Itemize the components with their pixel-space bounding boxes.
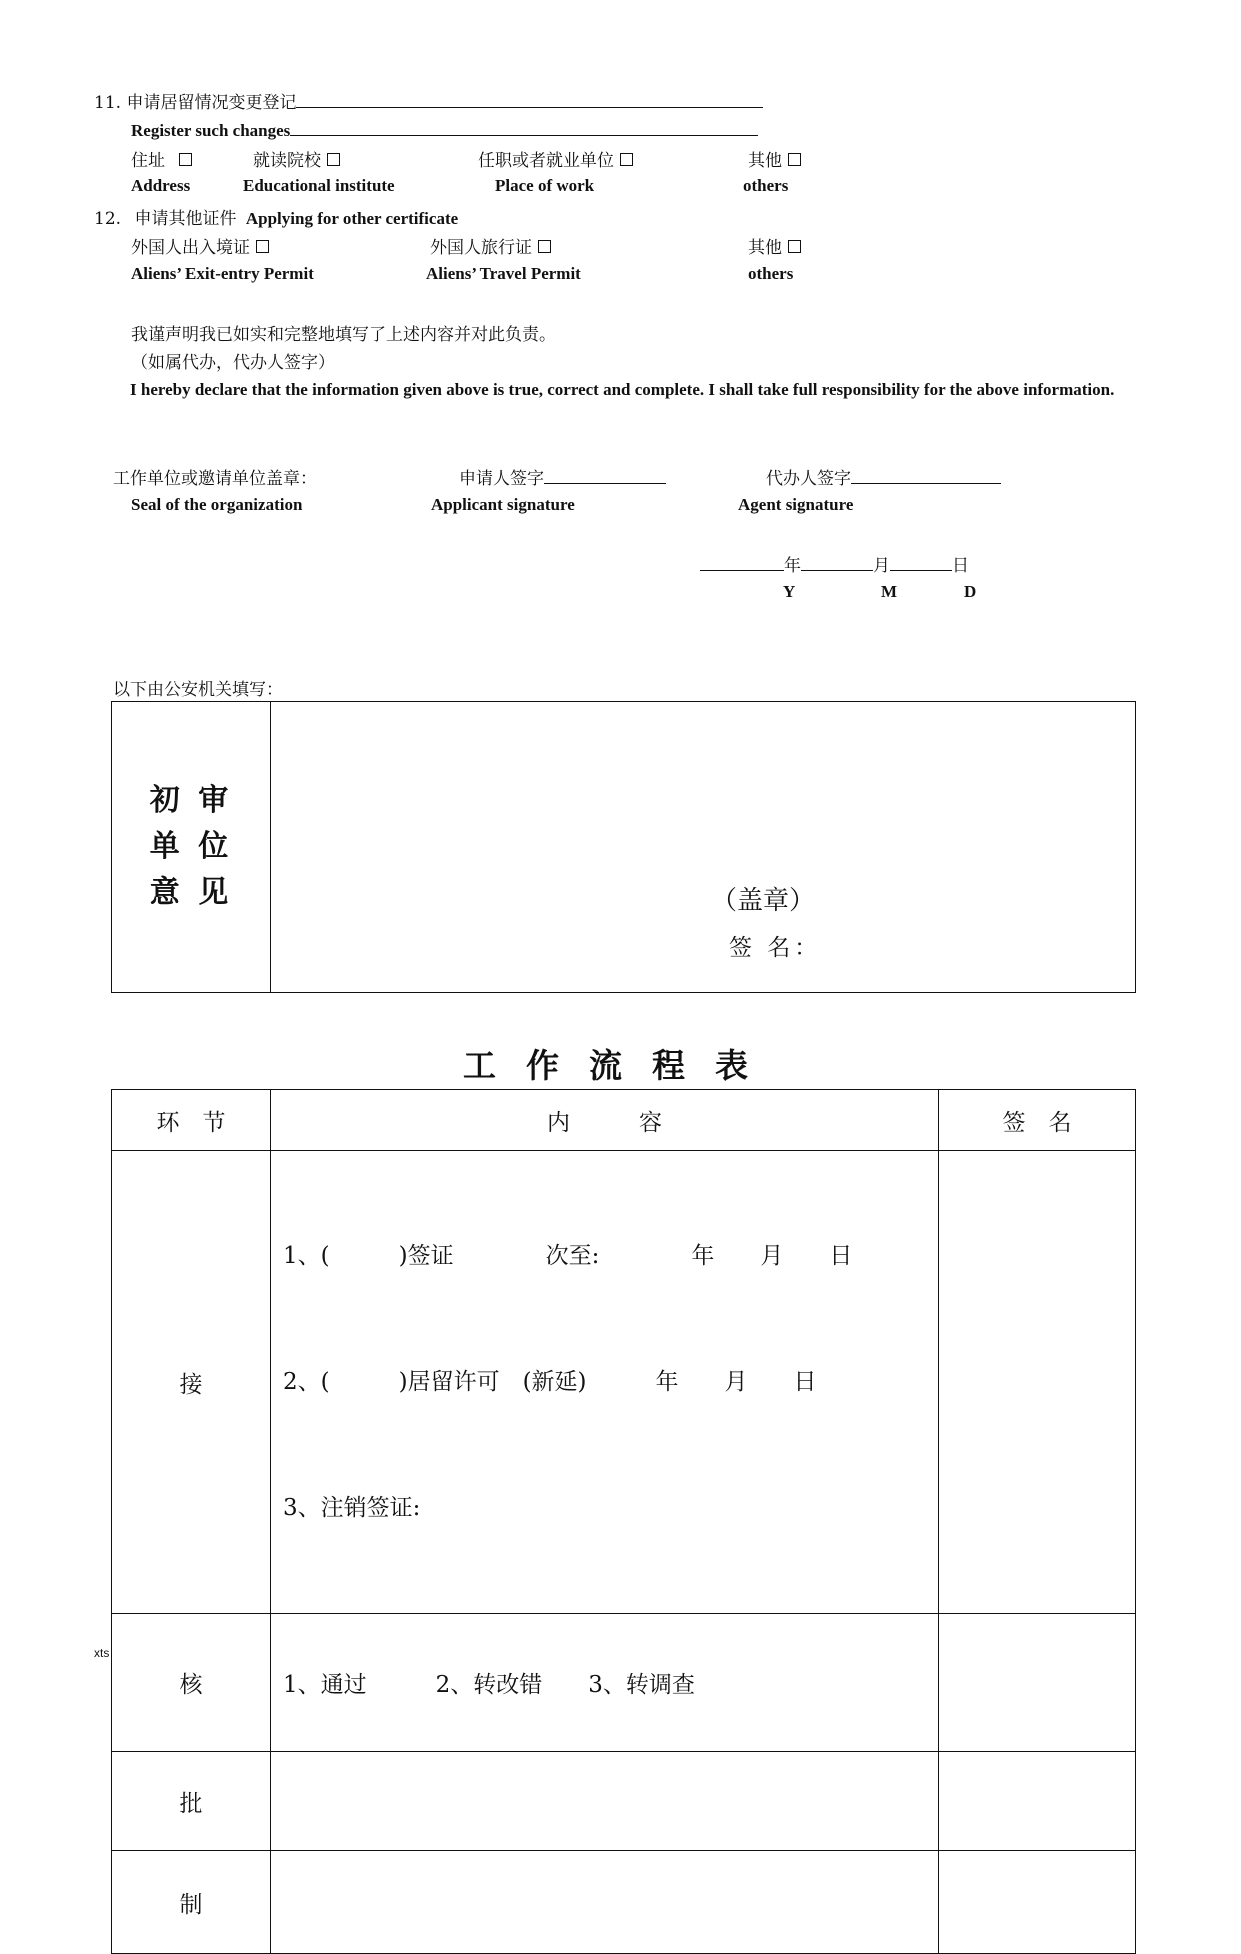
item11-line[interactable] <box>296 89 763 108</box>
others2-checkbox[interactable] <box>788 240 801 253</box>
header-sign: 签 名 <box>939 1090 1136 1151</box>
others2-label-cn: 其他 <box>748 238 782 258</box>
address-checkbox[interactable] <box>179 153 192 166</box>
item12-number: 12. <box>94 209 122 229</box>
declaration-en: I hereby declare that the information given above is true, correct and complete. I shall take full responsibility for the above information. <box>130 380 1115 399</box>
content-cell[interactable] <box>271 1151 939 1614</box>
workflow-row <box>112 1614 1136 1752</box>
declaration-cn-2: （如属代办，代办人签字） <box>131 353 335 373</box>
workflow-header-row <box>112 1090 1136 1151</box>
travel-label-en: Aliens’ Travel Permit <box>426 264 581 283</box>
content-cell[interactable] <box>271 1752 939 1851</box>
item11-sub-en: Register such changes <box>131 121 291 140</box>
work-label-en: Place of work <box>495 176 595 195</box>
travel-label-cn: 外国人旅行证 <box>430 238 532 258</box>
day-field[interactable] <box>890 552 952 571</box>
stamp-label: （盖章） <box>711 886 816 916</box>
workflow-title: 工作流程表 <box>463 1046 778 1085</box>
review-heading-cell <box>112 702 271 993</box>
item11-opt-work <box>478 146 633 171</box>
item12-label-cn: 申请其他证件 <box>134 209 237 229</box>
item11-label-row <box>94 88 763 113</box>
applicant-label-en: Applicant signature <box>431 495 575 514</box>
review-heading-line-1: 初 审 <box>149 783 233 818</box>
exit-entry-checkbox[interactable] <box>256 240 269 253</box>
header-stage: 环 节 <box>112 1090 271 1151</box>
agent-label-en: Agent signature <box>738 495 854 514</box>
others-label-en: others <box>743 176 789 195</box>
date-row <box>700 551 969 576</box>
travel-checkbox[interactable] <box>538 240 551 253</box>
item11-sub-line[interactable] <box>290 117 758 136</box>
workflow-row <box>112 1851 1136 1954</box>
item12-label-row <box>94 204 458 229</box>
content-line: 1、( )签证 次至: 年 月 日 <box>283 1243 853 1269</box>
item12-opt-travel <box>430 233 551 258</box>
content-cell[interactable] <box>271 1851 939 1954</box>
others-checkbox[interactable] <box>788 153 801 166</box>
stage-cell: 核 <box>112 1614 271 1752</box>
agent-label-cn: 代办人签字 <box>766 469 851 489</box>
stage-cell: 制 <box>112 1851 271 1954</box>
agent-sign-row <box>766 464 1001 489</box>
applicant-sign-line[interactable] <box>544 465 666 484</box>
sign-cell[interactable] <box>939 1851 1136 1954</box>
sign-cell[interactable] <box>939 1614 1136 1752</box>
review-heading-line-2: 单 位 <box>149 829 233 864</box>
address-label-cn: 住址 <box>131 151 165 171</box>
review-table <box>111 701 1136 993</box>
others-label-cn: 其他 <box>748 151 782 171</box>
month-field[interactable] <box>801 552 873 571</box>
agent-sign-line[interactable] <box>851 465 1001 484</box>
content-line: 3、注销签证: <box>283 1495 421 1521</box>
item12-opt-exit-entry <box>131 233 269 258</box>
year-field[interactable] <box>700 552 784 571</box>
day-label-en: D <box>964 582 977 601</box>
declaration-cn-1: 我谨声明我已如实和完整地填写了上述内容并对此负责。 <box>131 325 556 345</box>
others2-label-en: others <box>748 264 794 283</box>
item12-label-en: Applying for other certificate <box>245 209 459 228</box>
item12-opt-others <box>748 233 801 258</box>
day-label-cn: 日 <box>952 556 969 576</box>
police-note: 以下由公安机关填写： <box>113 680 283 700</box>
year-label-cn: 年 <box>784 556 801 576</box>
year-label-en: Y <box>783 582 796 601</box>
sign-label: 签 名： <box>729 935 822 961</box>
stage-cell: 批 <box>112 1752 271 1851</box>
review-heading <box>112 778 270 916</box>
review-opinion-cell[interactable] <box>271 702 1136 993</box>
content-line: 1、通过 2、转改错 3、转调查 <box>283 1672 695 1698</box>
applicant-label-cn: 申请人签字 <box>459 469 544 489</box>
content-line: 2、( )居留许可 (新延) 年 月 日 <box>283 1369 817 1395</box>
workflow-table <box>111 1089 1136 1954</box>
item11-opt-education <box>253 146 340 171</box>
applicant-sign-row <box>459 464 666 489</box>
workflow-row <box>112 1752 1136 1851</box>
content-cell[interactable] <box>271 1614 939 1752</box>
exit-entry-label-cn: 外国人出入境证 <box>131 238 250 258</box>
seal-label-en: Seal of the organization <box>131 495 303 514</box>
review-heading-line-3: 意 见 <box>149 875 233 910</box>
sign-cell[interactable] <box>939 1151 1136 1614</box>
work-label-cn: 任职或者就业单位 <box>478 151 614 171</box>
exit-entry-label-en: Aliens’ Exit-entry Permit <box>131 264 314 283</box>
education-checkbox[interactable] <box>327 153 340 166</box>
stage-cell: 接 <box>112 1151 271 1614</box>
education-label-cn: 就读院校 <box>253 151 321 171</box>
seal-label-cn: 工作单位或邀请单位盖章： <box>113 469 317 489</box>
item11-sub-row <box>131 117 758 141</box>
footer-code: xts <box>94 1646 110 1660</box>
workflow-row <box>112 1151 1136 1614</box>
item11-opt-others <box>748 146 801 171</box>
sign-cell[interactable] <box>939 1752 1136 1851</box>
education-label-en: Educational institute <box>243 176 395 195</box>
work-checkbox[interactable] <box>620 153 633 166</box>
item11-opt-address <box>131 146 192 171</box>
address-label-en: Address <box>131 176 191 195</box>
month-label-en: M <box>881 582 898 601</box>
item11-label: 11. 申请居留情况变更登记 <box>94 93 297 113</box>
month-label-cn: 月 <box>873 556 890 576</box>
header-content: 内 容 <box>271 1090 939 1151</box>
